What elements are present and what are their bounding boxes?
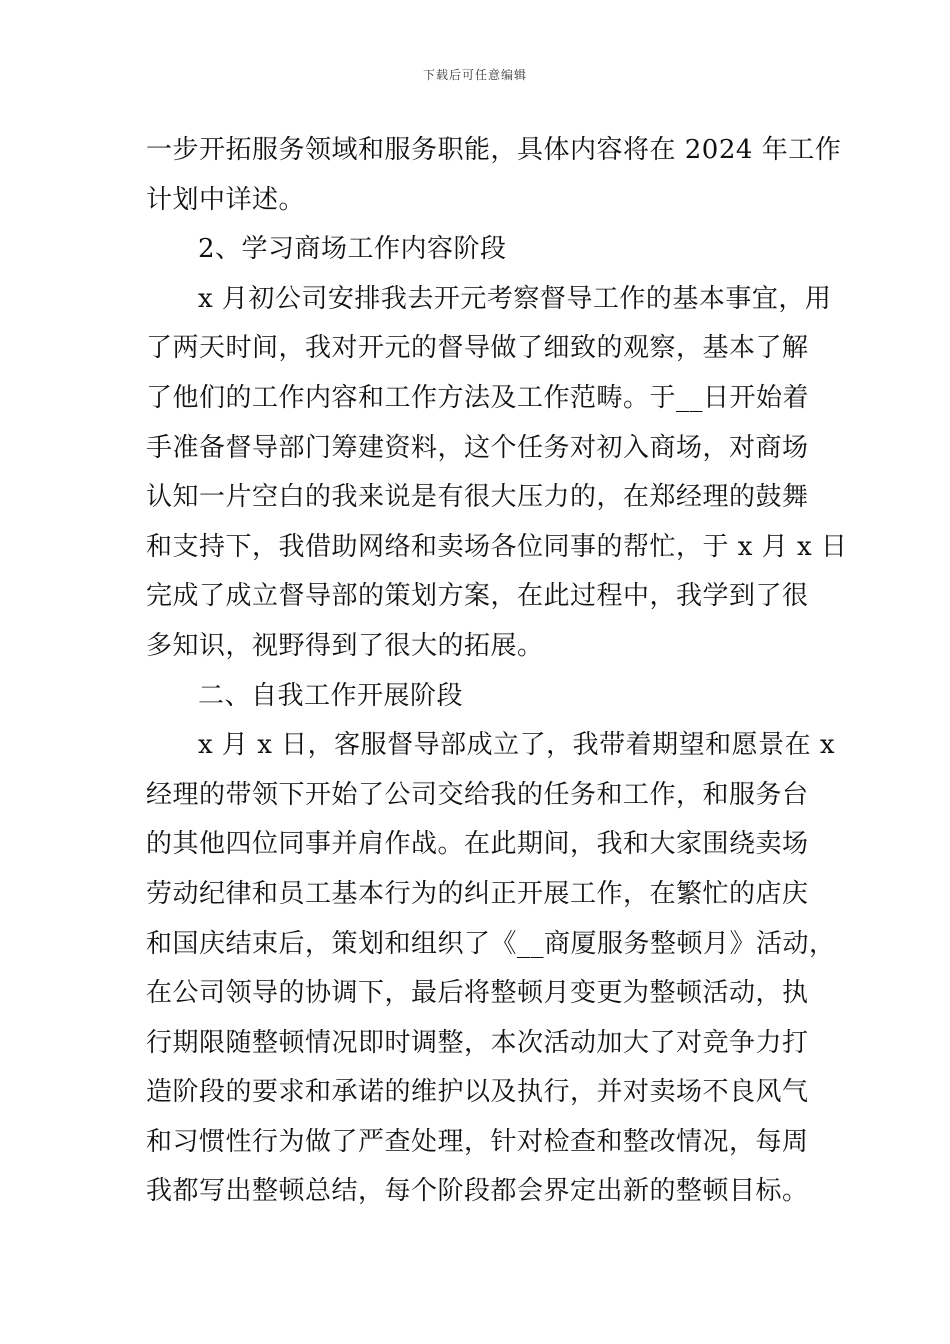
text-line: 一步开拓服务领域和服务职能，具体内容将在 2024 年工作 xyxy=(146,135,842,165)
text-line: 了他们的工作内容和工作方法及工作范畴。于__日开始着 xyxy=(146,382,810,413)
document-body xyxy=(146,126,848,1217)
text-line: 造阶段的要求和承诺的维护以及执行，并对卖场不良风气 xyxy=(146,1077,809,1108)
text-line: x 月初公司安排我去开元考察督导工作的基本事宜，用 xyxy=(198,283,832,314)
text-line: 劳动纪律和员工基本行为的纠正开展工作，在繁忙的店庆 xyxy=(146,878,809,909)
section-heading: 2、学习商场工作内容阶段 xyxy=(198,234,507,265)
text-line: 我都写出整顿总结，每个阶段都会界定出新的整顿目标。 xyxy=(146,1176,809,1207)
text-line: 的其他四位同事并肩作战。在此期间，我和大家围绕卖场 xyxy=(146,829,809,860)
text-line: 认知一片空白的我来说是有很大压力的，在郑经理的鼓舞 xyxy=(146,482,809,513)
text-line: 计划中详述。 xyxy=(146,184,306,215)
page-header: 下载后可任意编辑 xyxy=(422,68,527,82)
section-heading: 二、自我工作开展阶段 xyxy=(198,680,464,711)
text-line: 多知识，视野得到了很大的拓展。 xyxy=(146,630,544,661)
text-line: 手准备督导部门筹建资料，这个任务对初入商场，对商场 xyxy=(146,432,809,463)
text-line: 了两天时间，我对开元的督导做了细致的观察，基本了解 xyxy=(146,333,809,364)
text-line: 经理的带领下开始了公司交给我的任务和工作，和服务台 xyxy=(146,779,809,810)
text-line: 和习惯性行为做了严查处理，针对检查和整改情况，每周 xyxy=(146,1126,809,1157)
text-line: 在公司领导的协调下，最后将整顿月变更为整顿活动，执 xyxy=(146,978,809,1009)
text-line: 和支持下，我借助网络和卖场各位同事的帮忙，于 x 月 x 日 xyxy=(146,531,848,562)
text-line: x 月 x 日，客服督导部成立了，我带着期望和愿景在 x xyxy=(198,730,836,761)
text-line: 行期限随整顿情况即时调整，本次活动加大了对竞争力打 xyxy=(146,1027,809,1058)
text-line: 完成了成立督导部的策划方案，在此过程中，我学到了很 xyxy=(146,581,809,612)
text-line: 和国庆结束后，策划和组织了《__商厦服务整顿月》活动， xyxy=(146,928,836,959)
